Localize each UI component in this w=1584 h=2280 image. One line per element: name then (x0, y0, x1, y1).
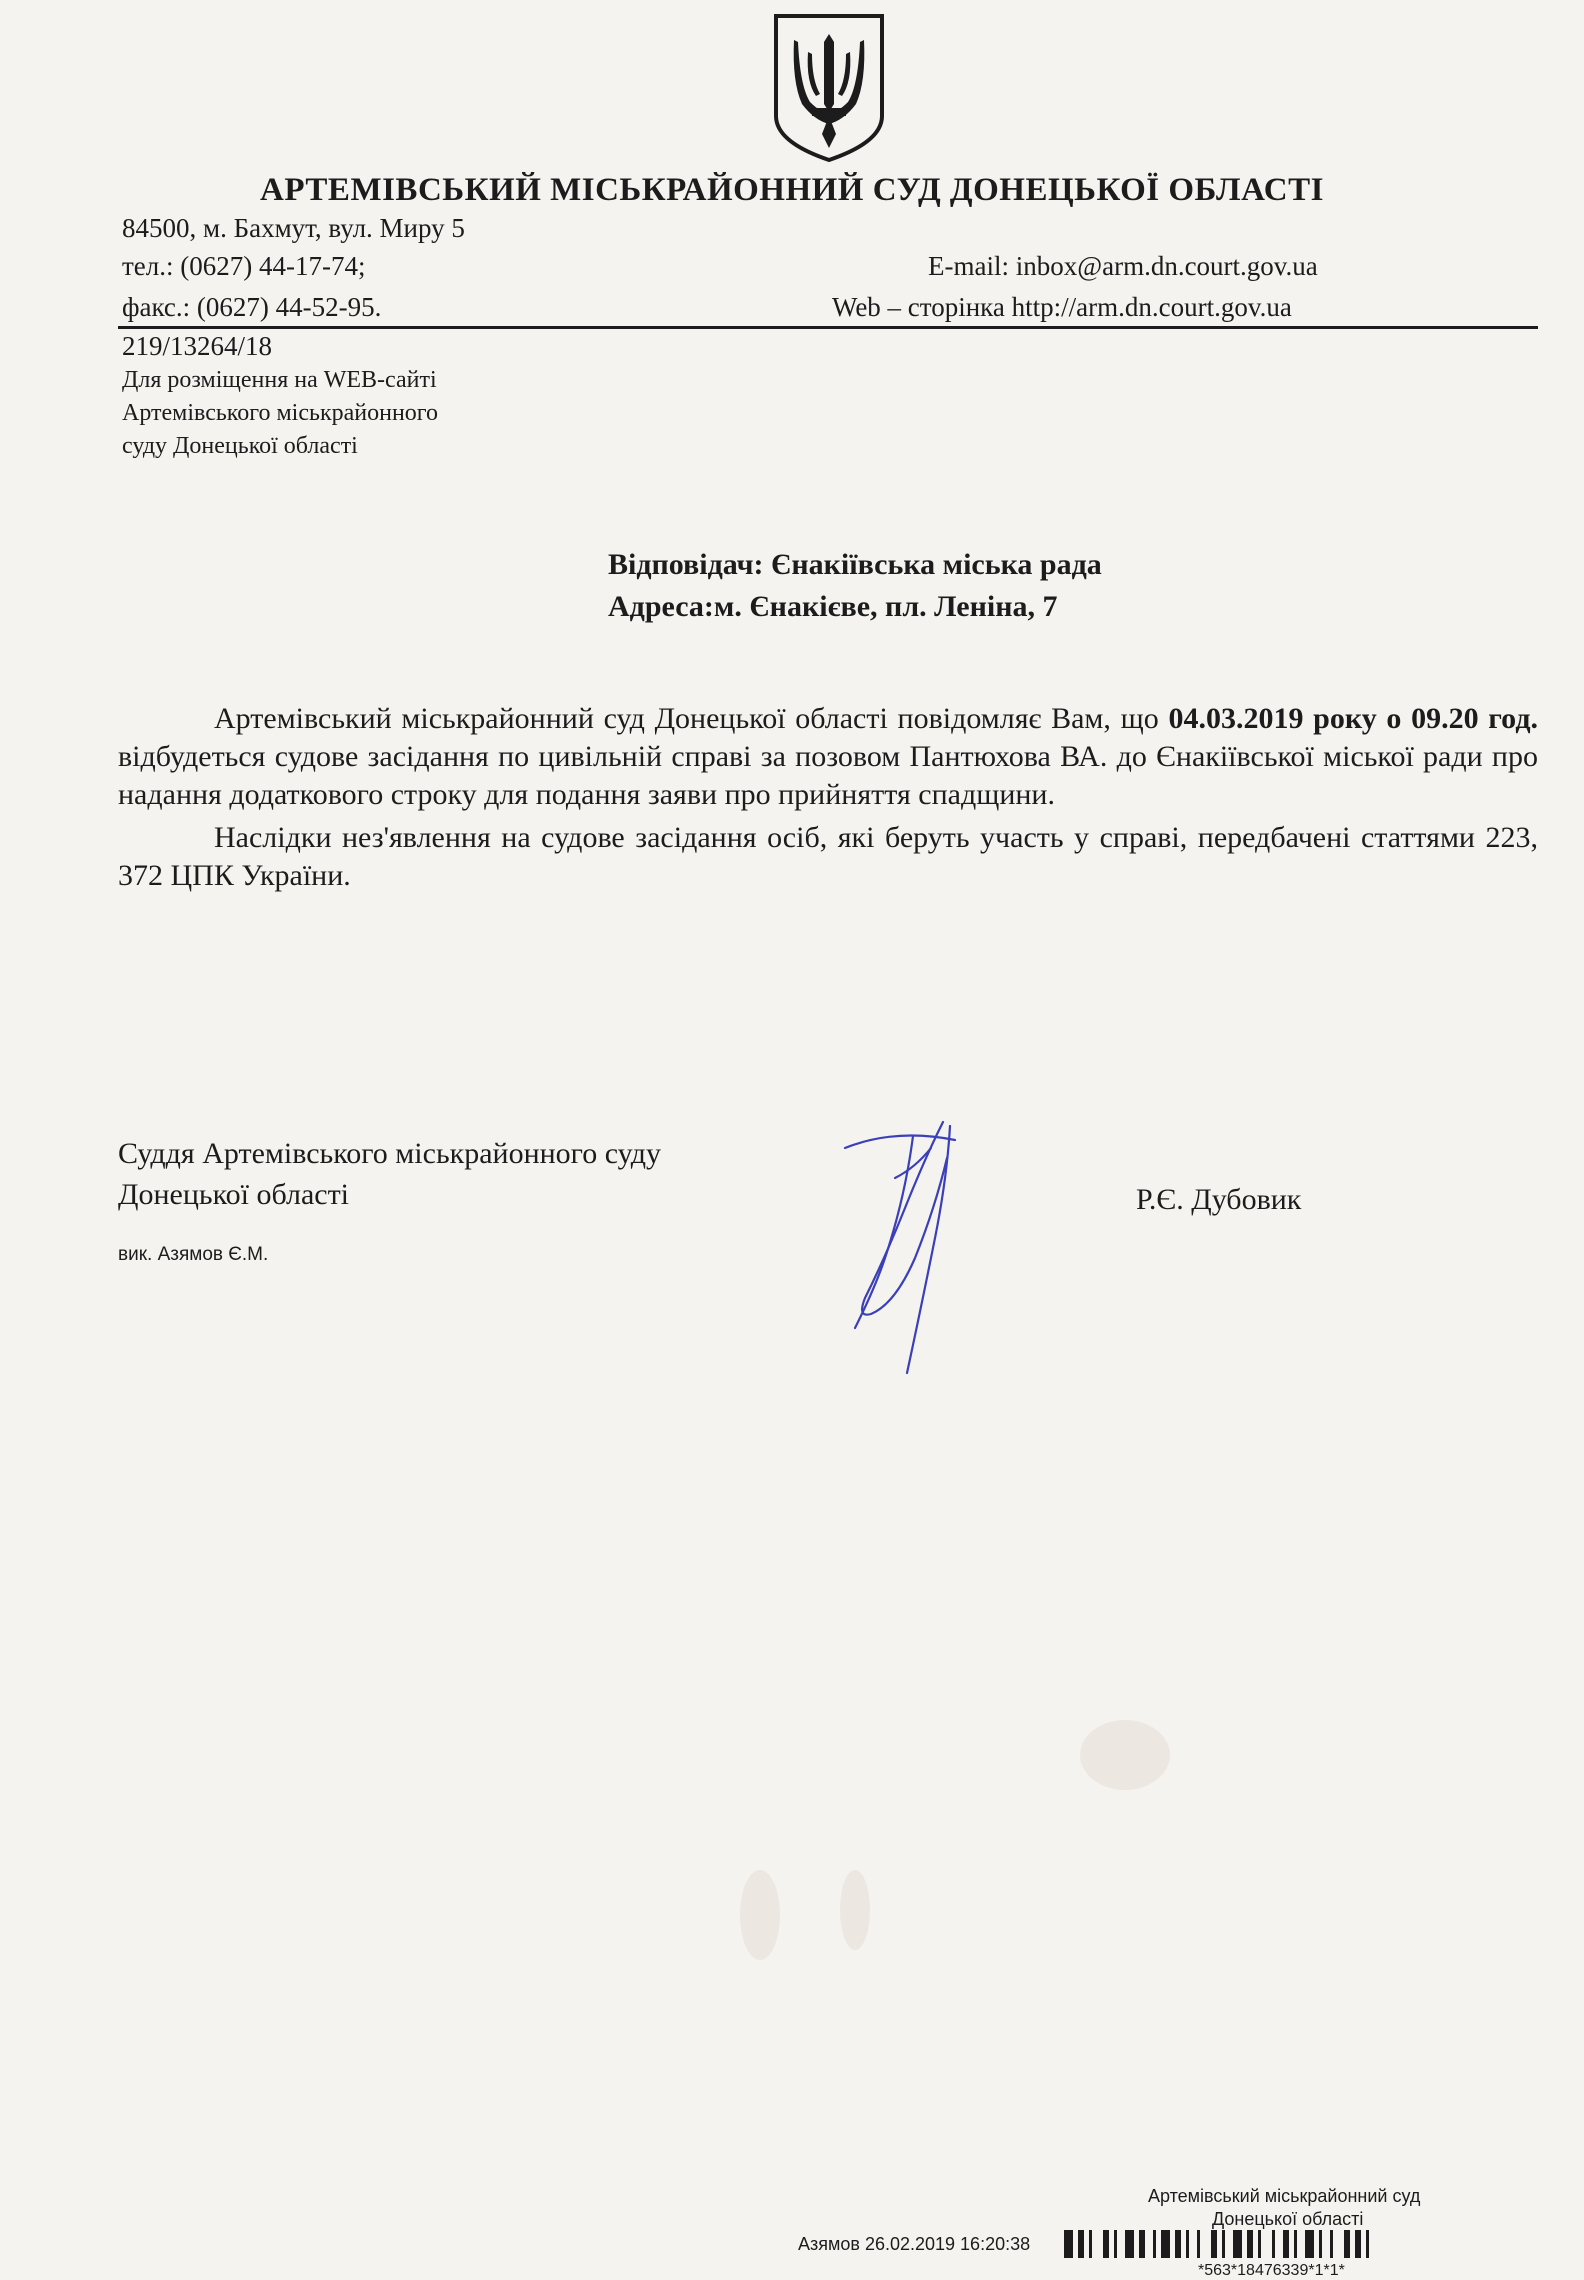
header-divider (118, 326, 1538, 329)
court-fax: факс.: (0627) 44-52-95. (122, 292, 382, 322)
notice-paragraph-1 (118, 700, 1538, 814)
barcode-bar (1153, 2230, 1156, 2258)
barcode-bar (1197, 2230, 1200, 2258)
barcode-bar (1319, 2230, 1322, 2258)
paragraph-1-text-end: відбудеться судове засідання по цивільній справі за позовом Пантюхова ВА. до Єнакіївської міської ради про надання додаткового строку для подання заяви про прийняття спадщини. (118, 740, 1538, 811)
barcode-bar (1344, 2230, 1350, 2258)
notice-body (118, 700, 1538, 900)
court-name-heading: АРТЕМІВСЬКИЙ МІСЬКРАЙОННИЙ СУД ДОНЕЦЬКОЇ ОБЛАСТІ (260, 172, 1324, 208)
barcode-bar (1233, 2230, 1242, 2258)
note-line-3: суду Донецької області (122, 433, 358, 459)
handwritten-signature (835, 1118, 995, 1378)
barcode-bar (1114, 2230, 1117, 2258)
note-line-1: Для розміщення на WEB-сайті (122, 367, 437, 393)
stamp-registration: Азямов 26.02.2019 16:20:38 (798, 2234, 1031, 2254)
barcode-bar (1089, 2230, 1092, 2258)
notice-paragraph-2: Наслідки нез'явлення на судове засідання осіб, які беруть участь у справі, передбачені статтями 223, 372 ЦПК України. (118, 821, 1538, 892)
court-address: 84500, м. Бахмут, вул. Миру 5 (122, 213, 465, 243)
paper-stain (1080, 1720, 1170, 1790)
paragraph-1-text: Артемівський міськрайонний суд Донецької області повідомляє Вам, що (214, 702, 1169, 735)
hearing-datetime: 04.03.2019 року о 09.20 год. (1168, 702, 1538, 735)
barcode-bar (1161, 2230, 1170, 2258)
barcode-bar (1294, 2230, 1297, 2258)
barcode-bar (1272, 2230, 1275, 2258)
reference-number: 219/13264/18 (122, 331, 273, 361)
paper-stain (740, 1870, 780, 1960)
court-email: E-mail: inbox@arm.dn.court.gov.ua (928, 251, 1318, 281)
barcode-bar (1103, 2230, 1109, 2258)
stamp-court-line-1: Артемівський міськрайонний суд (1148, 2186, 1421, 2206)
barcode-bar (1186, 2230, 1189, 2258)
barcode-bar (1222, 2230, 1225, 2258)
paper-stain (840, 1870, 870, 1950)
barcode-bar (1125, 2230, 1134, 2258)
note-line-2: Артемівського міськрайонного (122, 400, 439, 426)
barcode-bar (1139, 2230, 1145, 2258)
barcode-bar (1078, 2230, 1084, 2258)
judge-title-line-1: Суддя Артемівського міськрайонного суду (118, 1137, 662, 1170)
judge-title-line-2: Донецької області (118, 1178, 350, 1211)
executor-note: вик. Азямов Є.М. (118, 1244, 269, 1265)
barcode-bar (1258, 2230, 1261, 2258)
barcode-bar (1305, 2230, 1314, 2258)
barcode-bar (1247, 2230, 1253, 2258)
barcode-bar (1366, 2230, 1369, 2258)
stamp-court-line-2: Донецької області (1212, 2209, 1364, 2229)
barcode-text: *563*18476339*1*1* (1198, 2262, 1345, 2279)
court-website: Web – сторінка http://arm.dn.court.gov.ua (832, 292, 1292, 322)
barcode-bar (1064, 2230, 1073, 2258)
respondent-line: Відповідач: Єнакіївська міська рада (608, 548, 1102, 581)
barcode (1062, 2230, 1542, 2264)
judge-name: Р.Є. Дубовик (1136, 1183, 1302, 1216)
barcode-bar (1330, 2230, 1333, 2258)
respondent-address: Адреса:м. Єнакієве, пл. Леніна, 7 (608, 590, 1058, 623)
coat-of-arms-icon (772, 12, 886, 164)
barcode-bar (1283, 2230, 1289, 2258)
barcode-bar (1355, 2230, 1361, 2258)
court-phone: тел.: (0627) 44-17-74; (122, 251, 366, 281)
barcode-bar (1211, 2230, 1217, 2258)
barcode-bar (1175, 2230, 1181, 2258)
